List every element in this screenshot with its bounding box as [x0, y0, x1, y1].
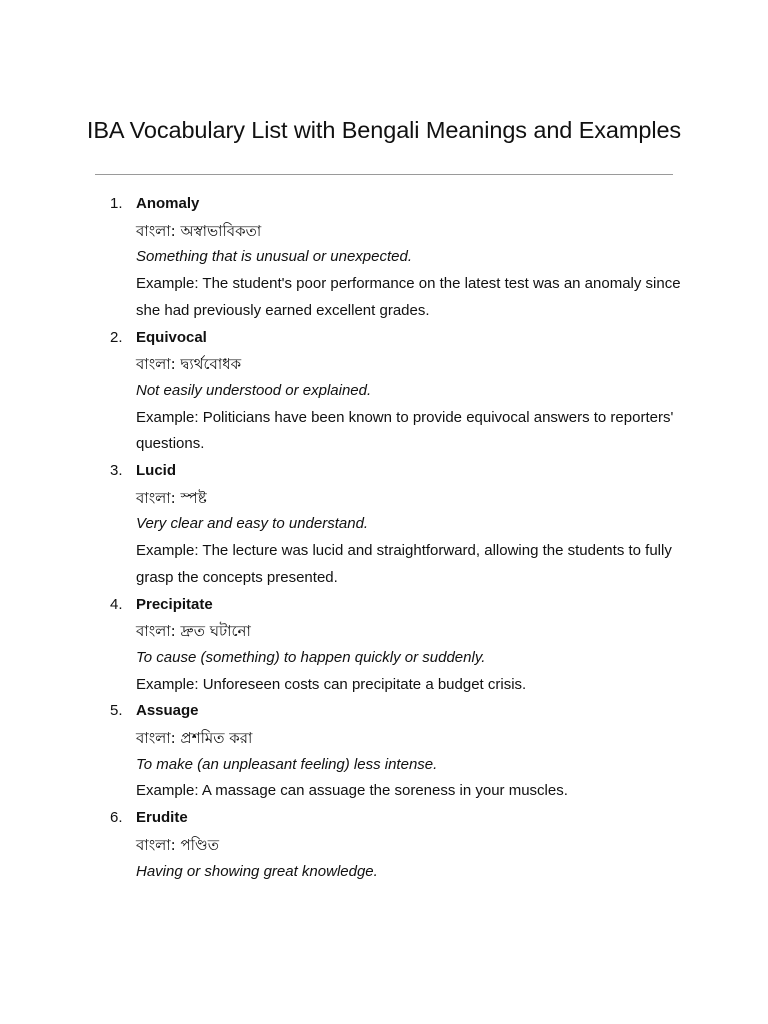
- entry-example: Example: The lecture was lucid and straightforward, allowing the students to fully grasp the concepts presented.: [136, 542, 672, 586]
- entry-definition: To make (an unpleasant feeling) less intense.: [136, 755, 438, 773]
- entry-number: 3.: [110, 462, 123, 480]
- entry-word: Erudite: [136, 809, 188, 827]
- vocabulary-entry: [0, 592, 768, 699]
- entry-number: 6.: [110, 809, 123, 827]
- vocabulary-list: [0, 191, 768, 885]
- vocabulary-entry: [0, 458, 768, 592]
- entry-number: 5.: [110, 702, 123, 720]
- entry-example: Example: Unforeseen costs can precipitate a budget crisis.: [136, 675, 527, 693]
- entry-number: 4.: [110, 595, 123, 613]
- entry-definition: Not easily understood or explained.: [136, 381, 372, 399]
- horizontal-divider: [95, 174, 673, 175]
- entry-bengali-meaning: বাংলা: দ্ব্যর্থবোধক: [136, 355, 242, 374]
- entry-word: Precipitate: [136, 595, 213, 613]
- entry-word: Anomaly: [136, 195, 200, 212]
- vocabulary-entry: [0, 191, 768, 325]
- entry-bengali-meaning: বাংলা: অস্বাভাবিকতা: [136, 221, 262, 240]
- entry-example: Example: Politicians have been known to provide equivocal answers to reporters' questions.: [136, 408, 674, 453]
- entry-number: 2.: [110, 328, 123, 346]
- vocabulary-entry: [0, 698, 768, 805]
- vocabulary-entry: [0, 325, 768, 459]
- page-title: IBA Vocabulary List with Bengali Meanings and Examples: [86, 117, 682, 143]
- entry-bengali-meaning: বাংলা: প্রশমিত করা: [136, 729, 253, 748]
- entry-bengali-meaning: বাংলা: দ্রুত ঘটানো: [136, 622, 251, 641]
- entry-word: Equivocal: [136, 328, 207, 346]
- entry-bengali-meaning: বাংলা: স্পষ্ট: [136, 488, 207, 507]
- entry-definition: Something that is unusual or unexpected.: [136, 248, 413, 266]
- entry-example: Example: The student's poor performance on the latest test was an anomaly since she had previously earned excellent grades.: [136, 275, 681, 319]
- entry-definition: Having or showing great knowledge.: [136, 862, 378, 880]
- entry-example: Example: A massage can assuage the soreness in your muscles.: [136, 782, 568, 800]
- vocabulary-entry: [0, 805, 768, 885]
- entry-definition: Very clear and easy to understand.: [136, 515, 369, 533]
- entry-word: Lucid: [136, 462, 176, 480]
- entry-definition: To cause (something) to happen quickly or suddenly.: [136, 648, 486, 666]
- entry-word: Assuage: [136, 702, 199, 720]
- entry-bengali-meaning: বাংলা: পণ্ডিত: [136, 835, 219, 854]
- entry-number: 1.: [110, 195, 123, 212]
